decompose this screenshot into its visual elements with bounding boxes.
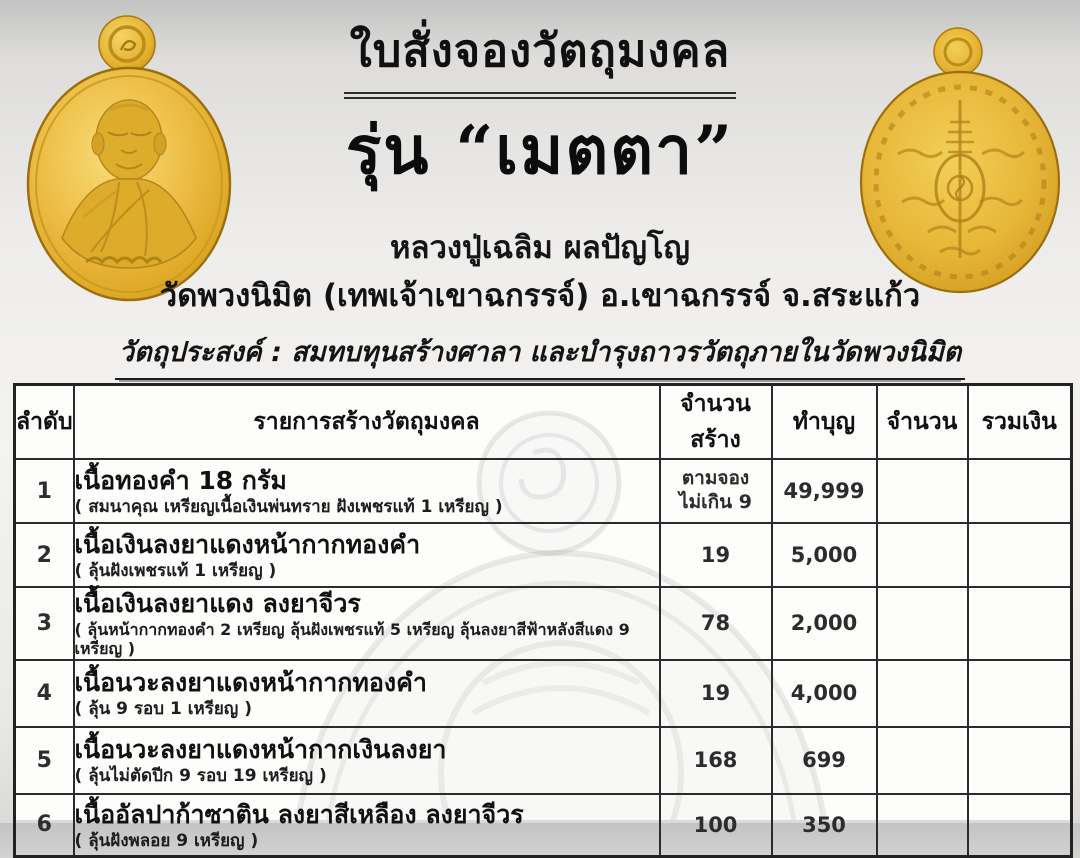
col-header-made: จำนวนสร้าง: [660, 385, 772, 460]
row-item-cell: [74, 794, 660, 857]
item-detail: ( ลุ้น 9 รอบ 1 เหรียญ ): [74, 699, 252, 720]
item-detail: ( ลุ้นไม่ตัดปีก 9 รอบ 19 เหรียญ ): [74, 766, 327, 787]
qty-cell: [877, 727, 968, 794]
item-detail: ( สมนาคุณ เหรียญเนื้อเงินพ่นทราย ฝังเพชรแท้ 1 เหรียญ ): [74, 496, 503, 517]
row-index: 5: [15, 727, 74, 794]
qty-cell: [877, 459, 968, 523]
item-detail: ( ลุ้นฝังพลอย 9 เหรียญ ): [74, 830, 259, 851]
made-cell: 78: [660, 587, 772, 660]
row-index: 6: [15, 794, 74, 857]
row-index: 4: [15, 660, 74, 727]
purpose-line-wrap: [90, 330, 990, 380]
table-row: [15, 459, 1072, 523]
table-row: [15, 660, 1072, 727]
item-name: เนื้อเงินลงยาแดง ลงยาจีวร: [74, 589, 361, 618]
row-item-cell: [74, 660, 660, 727]
price-cell: 4,000: [772, 660, 877, 727]
amulet-back-medal-image: [858, 26, 1066, 298]
made-cell: 19: [660, 660, 772, 727]
price-cell: 350: [772, 794, 877, 857]
col-header-price: ทำบุญ: [772, 385, 877, 460]
qty-cell: [877, 587, 968, 660]
made-cell: 19: [660, 523, 772, 587]
qty-cell: [877, 523, 968, 587]
order-table-zone: [13, 383, 1070, 851]
item-detail: ( ลุ้นฝังเพชรแท้ 1 เหรียญ ): [74, 560, 277, 581]
gold-amulet-back-icon: [858, 26, 1066, 298]
total-cell: [968, 459, 1072, 523]
price-cell: 5,000: [772, 523, 877, 587]
amulet-front-medal-image: [24, 12, 238, 302]
form-header: [250, 14, 830, 99]
row-index: 3: [15, 587, 74, 660]
monk-name: หลวงปู่เฉลิม ผลปัญโญ: [390, 230, 690, 266]
price-cell: 2,000: [772, 587, 877, 660]
made-cell: 100: [660, 794, 772, 857]
total-cell: [968, 587, 1072, 660]
table-row: [15, 587, 1072, 660]
price-cell: 699: [772, 727, 877, 794]
made-line-1: ตามจอง: [681, 467, 750, 490]
purpose-line: วัตถุประสงค์ : สมทบทุนสร้างศาลา และบำรุงถาวรวัตถุภายในวัดพวงนิมิต: [115, 330, 965, 380]
made-line-2: ไม่เกิน 9: [679, 491, 752, 513]
total-cell: [968, 523, 1072, 587]
qty-cell: [877, 660, 968, 727]
made-cell: [660, 459, 772, 523]
table-row: [15, 727, 1072, 794]
total-cell: [968, 727, 1072, 794]
row-index: 1: [15, 459, 74, 523]
order-table: [13, 383, 1073, 858]
gold-amulet-front-icon: [24, 12, 238, 302]
table-row: [15, 794, 1072, 857]
item-name: เนื้อนวะลงยาแดงหน้ากากเงินลงยา: [74, 734, 447, 764]
made-cell: 168: [660, 727, 772, 794]
price-cell: 49,999: [772, 459, 877, 523]
total-cell: [968, 660, 1072, 727]
qty-cell: [877, 794, 968, 857]
col-header-index: ลำดับ: [15, 385, 74, 460]
table-row: [15, 523, 1072, 587]
series-title: รุ่น “เมตตา”: [345, 111, 735, 189]
row-item-cell: [74, 727, 660, 794]
item-detail: ( ลุ้นหน้ากากทองคำ 2 เหรียญ ลุ้นฝังเพชรแท้ 5 เหรียญ ลุ้นลงยาสีฟ้าหลังสีแดง 9 เหรียญ ): [74, 620, 630, 659]
total-cell: [968, 794, 1072, 857]
col-header-qty: จำนวน: [877, 385, 968, 460]
row-item-cell: [74, 523, 660, 587]
row-item-cell: [74, 459, 660, 523]
table-header-row: [15, 385, 1072, 460]
item-name: เนื้อเงินลงยาแดงหน้ากากทองคำ: [74, 529, 421, 559]
page-title: ใบสั่งจองวัตถุมงคล: [344, 14, 736, 99]
row-item-cell: [74, 587, 660, 660]
col-header-total: รวมเงิน: [968, 385, 1072, 460]
row-index: 2: [15, 523, 74, 587]
item-name: เนื้อนวะลงยาแดงหน้ากากทองคำ: [74, 667, 427, 697]
item-name: เนื้อทองคำ 18 กรัม: [74, 465, 287, 495]
item-name: เนื้ออัลปาก้าซาติน ลงยาสีเหลือง ลงยาจีวร: [74, 799, 524, 829]
temple-line: วัดพวงนิมิต (เทพเจ้าเขาฉกรรจ์) อ.เขาฉกรรจ์ จ.สระแก้ว: [159, 278, 921, 314]
col-header-item: รายการสร้างวัตถุมงคล: [74, 385, 660, 460]
